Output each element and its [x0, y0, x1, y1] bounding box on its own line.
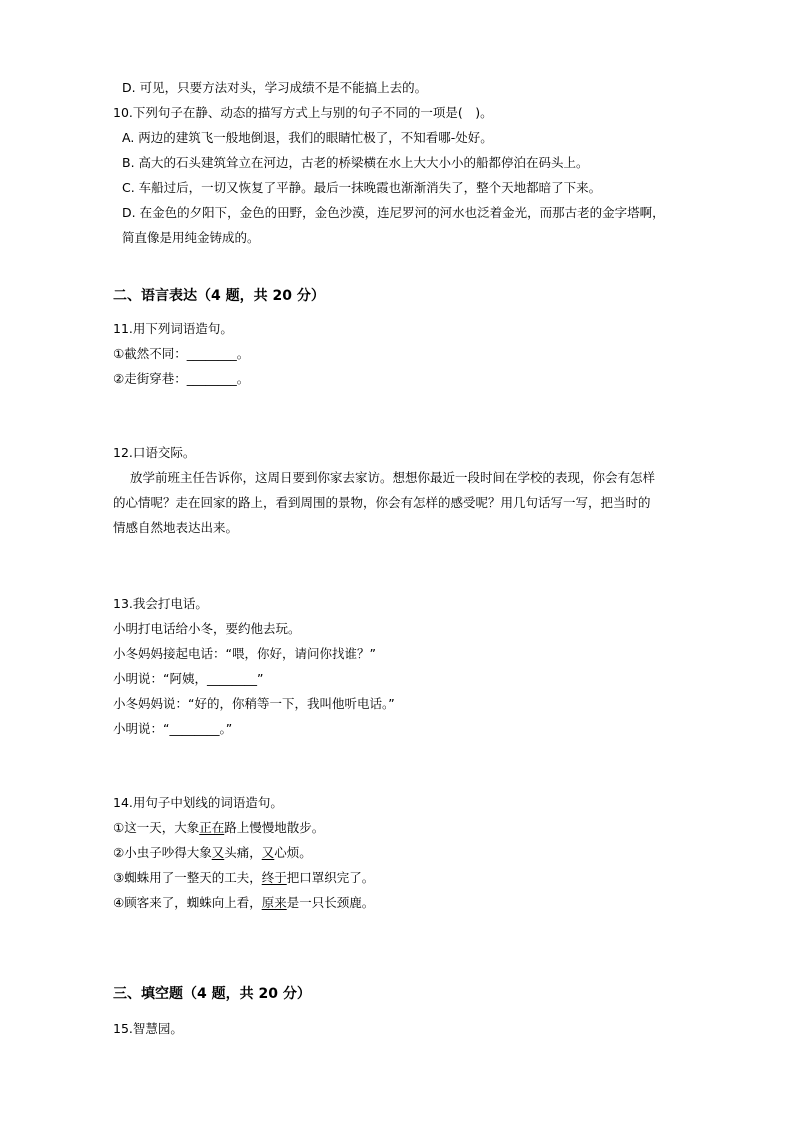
q12-stem: 12.口语交际。 [113, 445, 196, 460]
q14-item-2-underlined-1: 又 [211, 845, 225, 860]
q14-item-1-text-end: 路上慢慢地散步。 [224, 820, 325, 835]
q14-item-2-text-mid: 头痛， [224, 845, 262, 860]
q10-option-d-line2: 简直像是用纯金铸成的。 [122, 230, 260, 245]
q10-stem: 10.下列句子在静、动态的描写方式上与别的句子不同的一项是( )。 [113, 105, 493, 120]
q14-item-4-text-end: 是一只长颈鹿。 [286, 895, 375, 910]
q13-line-3: 小明说：“阿姨，________” [113, 671, 264, 686]
q13-line-2: 小冬妈妈接起电话：“喂，你好，请问你找谁？” [113, 646, 376, 661]
q12-paragraph-line1: 放学前班主任告诉你，这周日要到你家去家访。想想你最近一段时间在学校的表现，你会有怎样 [130, 470, 656, 485]
q14-stem: 14.用句子中划线的词语造句。 [113, 795, 283, 810]
q14-item-1 [113, 818, 324, 838]
q14-item-2-underlined-2: 又 [261, 845, 275, 860]
q15-stem: 15.智慧园。 [113, 1021, 183, 1036]
q14-item-4-text: ④顾客来了，蜘蛛向上看， [113, 895, 262, 910]
q14-item-3 [113, 868, 374, 888]
q10-option-a: A. 两边的建筑飞一般地倒退，我们的眼睛忙极了，不知看哪-处好。 [122, 130, 493, 145]
q13-line-1: 小明打电话给小冬，要约他去玩。 [113, 621, 301, 636]
q10-option-d-line1: D. 在金色的夕阳下，金色的田野，金色沙漠，连尼罗河的河水也泛着金光，而那古老的金字塔啊， [122, 205, 665, 220]
q14-item-1-underlined: 正在 [199, 820, 225, 835]
q14-item-3-text-end: 把口罩织完了。 [286, 870, 375, 885]
q10-option-b: B. 高大的石头建筑耸立在河边，古老的桥梁横在水上大大小小的船都停泊在码头上。 [122, 155, 589, 170]
q14-item-4 [113, 893, 374, 913]
q13-stem: 13.我会打电话。 [113, 596, 208, 611]
q12-paragraph-line3: 情感自然地表达出来。 [113, 520, 239, 535]
q11-stem: 11.用下列词语造句。 [113, 321, 233, 336]
q10-option-c: C. 车船过后，一切又恢复了平静。最后一抹晚霞也渐渐消失了，整个天地都暗了下来。 [122, 180, 602, 195]
section-3-heading: 三、填空题（4 题，共 20 分） [113, 986, 311, 1002]
q11-item-2: ②走街穿巷：________。 [113, 371, 250, 386]
q14-item-2-text-end: 心烦。 [274, 845, 312, 860]
q14-item-2-text: ②小虫子吵得大象 [113, 845, 212, 860]
q14-item-3-text: ③蜘蛛用了一整天的工夫， [113, 870, 262, 885]
q9-option-d: D. 可见，只要方法对头，学习成绩不是不能搞上去的。 [122, 80, 428, 95]
q11-item-1: ①截然不同：________。 [113, 346, 250, 361]
q12-paragraph-line2: 的心情呢？走在回家的路上，看到周围的景物，你会有怎样的感受呢？用几句话写一写，把当时的 [113, 495, 651, 510]
q13-line-5: 小明说：“________。” [113, 721, 233, 736]
q14-item-1-text: ①这一天，大象 [113, 820, 200, 835]
q14-item-3-underlined: 终于 [261, 870, 287, 885]
q14-item-2 [113, 843, 312, 863]
q13-line-4: 小冬妈妈说：“好的，你稍等一下，我叫他听电话。” [113, 696, 395, 711]
q14-item-4-underlined: 原来 [261, 895, 287, 910]
section-2-heading: 二、语言表达（4 题，共 20 分） [113, 288, 325, 304]
